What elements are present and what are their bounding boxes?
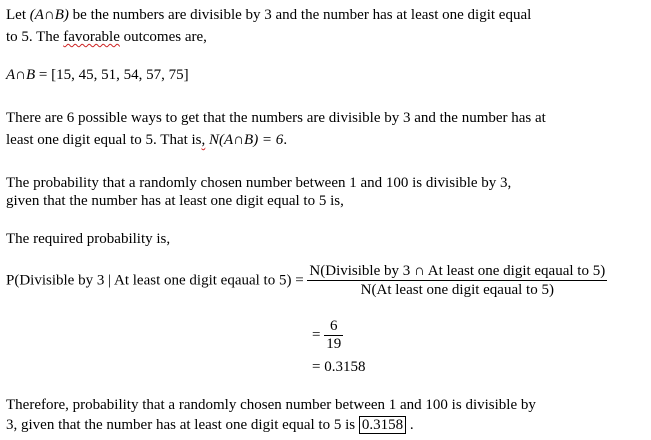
- set-intersection: (A∩B): [29, 7, 69, 23]
- set-equation: [6, 66, 189, 84]
- intro-line-2: [6, 28, 207, 46]
- step-result-value: = 0.3158: [312, 359, 366, 375]
- intro-text-2-cont: outcomes are,: [119, 29, 207, 45]
- set-lhs: A∩B: [6, 67, 36, 83]
- spellcheck-word[interactable]: favorable: [63, 29, 120, 45]
- spellcheck-comma[interactable]: ,: [201, 132, 206, 148]
- step-fraction-row: [312, 318, 343, 353]
- required-text: The required probability is,: [6, 231, 171, 247]
- prob-line-1: [6, 174, 511, 192]
- conclusion-line-2: [6, 416, 414, 434]
- conclusion-period: .: [406, 417, 414, 433]
- step-denominator: 19: [326, 336, 342, 352]
- prob-text: The probability that a randomly chosen number between 1 and 100 is divisible by 3,: [6, 175, 512, 191]
- intro-text: Let: [6, 7, 30, 23]
- intro-line-1: [6, 6, 531, 24]
- intro-text-cont: be the numbers are divisible by 3 and the number has at least one digit equal: [68, 7, 532, 23]
- ways-line-2: [6, 131, 287, 149]
- required-line: [6, 230, 170, 248]
- ways-period: .: [283, 132, 288, 148]
- conclusion-text-2: 3, given that the number has at least one digit equal to 5 is: [6, 417, 359, 433]
- ways-text-2: least one digit equal to 5. That is: [6, 132, 202, 148]
- answer-box: 0.3158: [359, 416, 406, 434]
- step-numerator: 6: [329, 318, 338, 334]
- step-eq-sign: =: [312, 327, 321, 343]
- step-fraction: [324, 318, 343, 353]
- prob-line-2: [6, 192, 344, 210]
- formula-denominator: N(At least one digit eqaual to 5): [307, 280, 607, 299]
- set-rhs: [15, 45, 51, 54, 57, 75]: [51, 67, 189, 83]
- count-expression: N(A∩B) = 6: [205, 132, 284, 148]
- formula-lhs: P(Divisible by 3 | At least one digit eqaual to 5) =: [6, 272, 304, 289]
- step-result: [312, 358, 365, 376]
- formula-fraction: [307, 262, 607, 299]
- ways-line-1: [6, 109, 546, 127]
- formula-numerator: N(Divisible by 3 ∩ At least one digit eqaual to 5): [309, 263, 606, 279]
- intro-text-2: to 5. The: [6, 29, 64, 45]
- formula-row: [6, 262, 607, 299]
- set-eq-sign: =: [35, 67, 52, 83]
- ways-text: There are 6 possible ways to get that the numbers are divisible by 3 and the number has at: [6, 110, 546, 126]
- conclusion-line-1: [6, 396, 536, 414]
- prob-text-2: given that the number has at least one digit equal to 5 is,: [6, 193, 344, 209]
- conclusion-text: Therefore, probability that a randomly chosen number between 1 and 100 is divisible by: [6, 397, 536, 413]
